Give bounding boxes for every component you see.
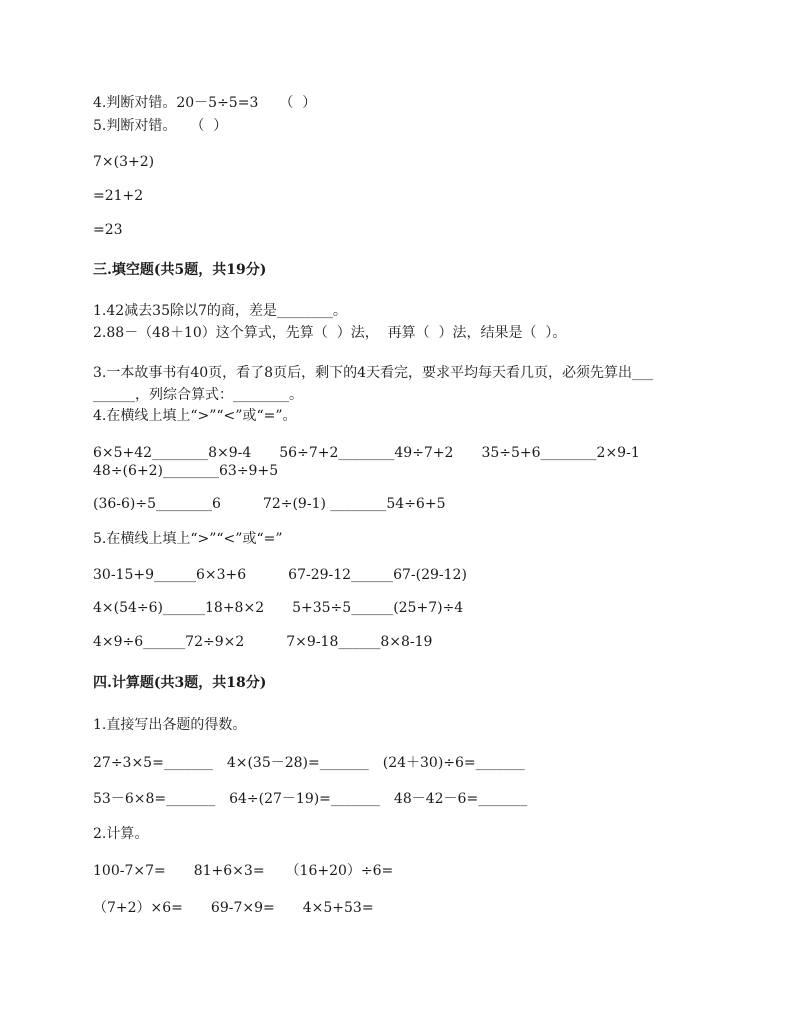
fill-question-3-line-2: ______，列综合算式：________。 bbox=[93, 387, 303, 403]
judge-question-4: 4.判断对错。20－5÷5=3 （ ） bbox=[93, 95, 317, 111]
fill-question-5-row-1: 30-15+9______6×3+6 67-29-12______67-(29-12) bbox=[93, 567, 467, 583]
fill-question-4-row-1: 6×5+42________8×9-4 56÷7+2________49÷7+2 35÷5+6________2×9-1 bbox=[93, 445, 640, 461]
judge-question-5-step-3: =23 bbox=[93, 222, 123, 238]
fill-question-4: 4.在横线上填上“>”“<”或“=”。 bbox=[93, 408, 297, 424]
calc-question-1-row-2: 53－6×8=_______ 64÷(27－19)=_______ 48－42－6=_______ bbox=[93, 791, 528, 807]
fill-question-4-row-3: (36-6)÷5________6 72÷(9-1) ________54÷6+5 bbox=[93, 496, 446, 512]
fill-question-3-line-1: 3.一本故事书有40页，看了8页后，剩下的4天看完，要求平均每天看几页，必须先算出___ bbox=[93, 365, 653, 381]
calc-question-2-row-1: 100-7×7= 81+6×3= （16+20）÷6= bbox=[93, 863, 394, 879]
fill-question-2: 2.88－（48＋10）这个算式，先算（ ）法， 再算（ ）法，结果是（ ）。 bbox=[93, 325, 567, 341]
calc-question-2-row-2: （7+2）×6= 69-7×9= 4×5+53= bbox=[93, 900, 374, 916]
section-3-heading: 三.填空题(共5题，共19分) bbox=[93, 262, 267, 278]
calc-question-1: 1.直接写出各题的得数。 bbox=[93, 717, 247, 733]
judge-question-5-step-1: 7×(3+2) bbox=[93, 154, 155, 170]
section-4-heading: 四.计算题(共3题，共18分) bbox=[93, 675, 267, 691]
fill-question-4-row-2: 48÷(6+2)________63÷9+5 bbox=[93, 463, 279, 479]
fill-question-5-row-2: 4×(54÷6)______18+8×2 5+35÷5______(25+7)÷4 bbox=[93, 600, 464, 616]
judge-question-5: 5.判断对错。 （ ） bbox=[93, 118, 228, 134]
calc-question-1-row-1: 27÷3×5=_______ 4×(35－28)=_______ (24＋30)÷6=_______ bbox=[93, 755, 525, 771]
judge-question-5-step-2: =21+2 bbox=[93, 188, 144, 204]
calc-question-2: 2.计算。 bbox=[93, 826, 149, 842]
fill-question-5: 5.在横线上填上“>”“<”或“=” bbox=[93, 531, 283, 547]
fill-question-1: 1.42减去35除以7的商，差是________。 bbox=[93, 303, 347, 319]
fill-question-5-row-3: 4×9÷6______72÷9×2 7×9-18______8×8-19 bbox=[93, 634, 433, 650]
